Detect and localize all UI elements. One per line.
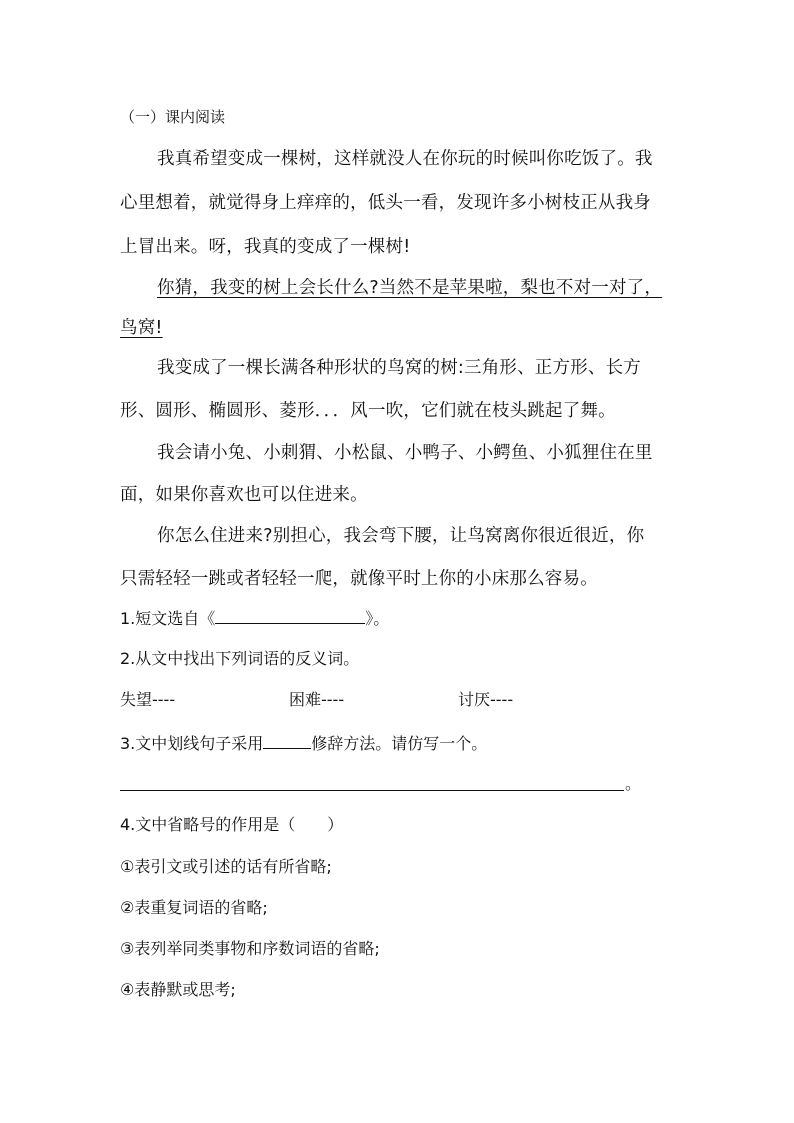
- question-1-prefix: 1.短文选自《: [120, 609, 216, 628]
- answer-line[interactable]: [120, 790, 624, 791]
- answer-blank[interactable]: [215, 607, 365, 624]
- underlined-sentence: 你猜，我变的树上会长什么?当然不是苹果啦，梨也不对一对了，: [157, 278, 663, 298]
- passage-line: 面，如果你喜欢也可以住进来。: [120, 485, 368, 505]
- option-item: ④表静默或思考;: [120, 980, 236, 999]
- question-1: [120, 607, 389, 630]
- passage-line: 心里想着，就觉得身上痒痒的，低头一看，发现许多小树枝正从我身: [120, 193, 651, 213]
- question-3-prefix: 3.文中划线句子采用: [120, 734, 264, 753]
- question-3-suffix: 修辞方法。请仿写一个。: [311, 734, 488, 753]
- option-item: ①表引文或引述的话有所省略;: [120, 857, 332, 876]
- question-4: 4.文中省略号的作用是（ ）: [120, 815, 344, 834]
- section-title: （一）课内阅读: [120, 108, 226, 126]
- question-2: 2.从文中找出下列词语的反义词。: [120, 649, 360, 668]
- antonym-item: 讨厌----: [458, 690, 514, 709]
- antonym-item: 失望----: [120, 690, 176, 709]
- passage-line: 只需轻轻一跳或者轻轻一爬，就像平时上你的小床那么容易。: [120, 569, 598, 589]
- option-item: ③表列举同类事物和序数词语的省略;: [120, 939, 380, 958]
- question-3: [120, 732, 487, 755]
- antonym-item: 困难----: [289, 690, 345, 709]
- answer-blank[interactable]: [263, 732, 311, 749]
- underlined-sentence: 鸟窝!: [120, 318, 163, 338]
- passage-line: 你怎么住进来?别担心，我会弯下腰，让鸟窝离你很近很近，你: [157, 526, 645, 546]
- passage-line: 我变成了一棵长满各种形状的鸟窝的树:三角形、正方形、长方: [157, 358, 641, 378]
- answer-line-period: 。: [625, 774, 642, 793]
- passage-line: 上冒出来。呀，我真的变成了一棵树!: [120, 237, 411, 257]
- question-1-suffix: 》。: [365, 609, 390, 628]
- option-item: ②表重复词语的省略;: [120, 898, 268, 917]
- passage-line: 形、圆形、椭圆形、菱形．．．风一吹，它们就在枝头跳起了舞。: [120, 401, 616, 421]
- passage-line: 我真希望变成一棵树，这样就没人在你玩的时候叫你吃饭了。我: [157, 149, 653, 169]
- passage-line: 我会请小兔、小刺猬、小松鼠、小鸭子、小鳄鱼、小狐狸住在里: [157, 443, 653, 463]
